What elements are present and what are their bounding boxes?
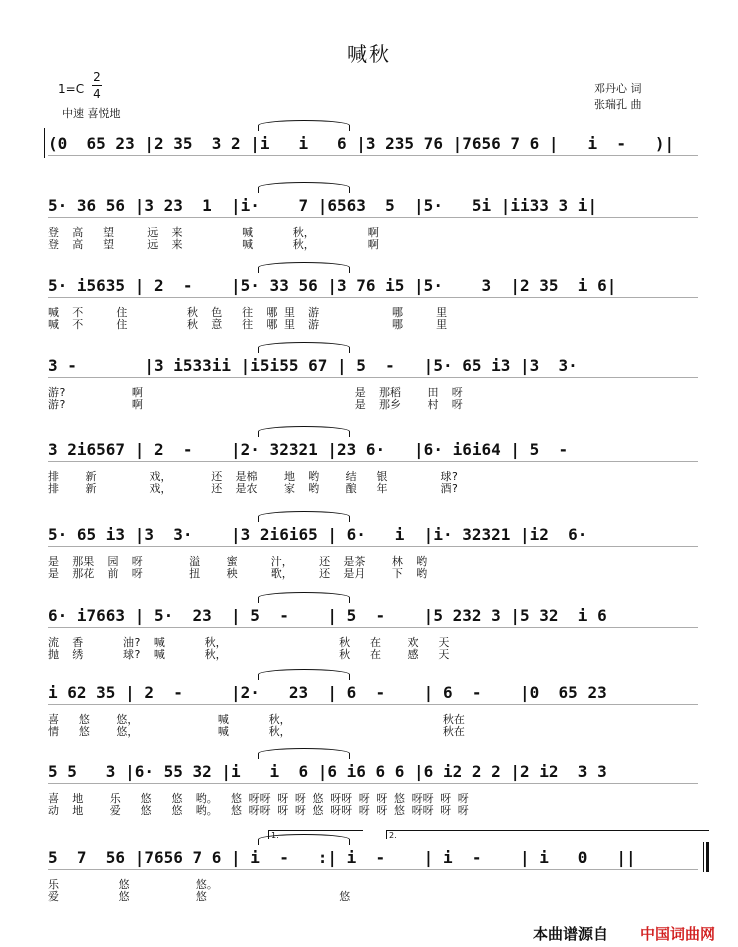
lyrics-verse-2: 情 悠 悠， 喊 秋， 秋在 (48, 725, 465, 738)
notation-line: 5· 36 56 |3 23 1 |i· 7 |6563 5 |5· 5i |ii33 3 i| (48, 196, 598, 215)
lyrics-verse-2: 游? 啊 是 那乡 村 呀 (48, 398, 463, 411)
slur (258, 182, 350, 193)
beam-line (48, 217, 698, 218)
beam-line (48, 627, 698, 628)
notation-line: 5 5 3 |6· 55 32 |i i 6 |6 i6 6 6 |6 i2 2 2 |2 i2 3 3 (48, 762, 607, 781)
source-site-link[interactable]: 中国词曲网 (640, 925, 716, 943)
composer-credit: 张瑞孔 曲 (594, 98, 642, 111)
slur (258, 426, 350, 437)
slur (258, 342, 350, 353)
notation-line: 3 2i6567 | 2 - |2· 32321 |23 6· |6· i6i64 | 5 - (48, 440, 607, 459)
notation-line: 6· i7663 | 5· 23 | 5 - | 5 - |5 232 3 |5 32 i 6 (48, 606, 607, 625)
system-start-bar (44, 128, 45, 158)
tempo-marking: 中速 喜悦地 (62, 107, 121, 120)
time-signature-bottom: 4 (93, 87, 101, 101)
notation-line: 3 - |3 i533ii |i5i55 67 | 5 - |5· 65 i3 |3 3· (48, 356, 607, 375)
notation-line: 5· i5635 | 2 - |5· 33 56 |3 76 i5 |5· 3 |2 35 i 6| (48, 276, 617, 295)
lyrics-verse-1: 排 新 戏， 还 是棉 地 哟 结 银 球? (48, 470, 459, 483)
lyrics-verse-2: 动 地 爱 悠 悠 哟。 悠 呀呀 呀 呀 悠 呀呀 呀 呀 悠 呀呀 呀 呀 (48, 804, 469, 817)
slur (258, 669, 350, 680)
source-label: 本曲谱源自 (533, 925, 609, 943)
lyrics-verse-1: 喜 悠 悠， 喊 秋， 秋在 (48, 713, 465, 726)
slur (258, 511, 350, 522)
lyricist-credit: 邓丹心 词 (594, 82, 642, 95)
final-bar-thin (703, 842, 704, 872)
slur (258, 592, 350, 603)
beam-line (48, 461, 698, 462)
lyrics-verse-1: 是 那果 园 呀 溢 蜜 汁， 还 是茶 林 哟 (48, 555, 428, 568)
beam-line (48, 869, 698, 870)
volta-second-ending: 2. (386, 830, 709, 839)
slur (258, 748, 350, 759)
lyrics-verse-2: 排 新 戏， 还 是农 家 哟 酿 年 酒? (48, 482, 459, 495)
beam-line (48, 783, 698, 784)
song-title: 喊秋 (347, 42, 391, 66)
lyrics-verse-1: 流 香 油? 喊 秋， 秋 在 欢 天 (48, 636, 450, 649)
volta-first-ending: 1. (268, 830, 363, 839)
time-signature (92, 70, 102, 101)
notation-line: 5· 65 i3 |3 3· |3 2i6i65 | 6· i |i· 32321 |i2 6· (48, 525, 617, 544)
beam-line (48, 155, 698, 156)
lyrics-verse-1: 登 高 望 远 来 喊 秋， 啊 (48, 226, 379, 239)
lyrics-verse-2: 抛 绣 球? 喊 秋， 秋 在 感 天 (48, 648, 450, 661)
slur (258, 120, 350, 131)
lyrics-verse-2: 登 高 望 远 来 喊 秋， 啊 (48, 238, 379, 251)
lyrics-verse-2: 喊 不 住 秋 意 往 哪 里 游 哪 里 (48, 318, 448, 331)
lyrics-verse-2: 爱 悠 悠 悠 (48, 890, 351, 903)
beam-line (48, 704, 698, 705)
lyrics-verse-2: 是 那花 前 呀 扭 秧 歌， 还 是月 下 哟 (48, 567, 428, 580)
lyrics-verse-1: 乐 悠 悠。 (48, 878, 218, 891)
final-bar-thick (706, 842, 709, 872)
slur (258, 262, 350, 273)
lyrics-verse-1: 游? 啊 是 那稻 田 呀 (48, 386, 463, 399)
notation-line: (0 65 23 |2 35 3 2 |i i 6 |3 235 76 |7656 7 6 | i - )| (48, 134, 675, 153)
beam-line (48, 297, 698, 298)
key-signature: 1=C (58, 82, 85, 96)
time-signature-top: 2 (93, 70, 101, 84)
notation-line: i 62 35 | 2 - |2· 23 | 6 - | 6 - |0 65 23 (48, 683, 617, 702)
beam-line (48, 377, 698, 378)
lyrics-verse-1: 喜 地 乐 悠 悠 哟。 悠 呀呀 呀 呀 悠 呀呀 呀 呀 悠 呀呀 呀 呀 (48, 792, 469, 805)
notation-line: 5 7 56 |7656 7 6 | i - :| i - | i - | i 0 || (48, 848, 636, 867)
beam-line (48, 546, 698, 547)
lyrics-verse-1: 喊 不 住 秋 色 往 哪 里 游 哪 里 (48, 306, 448, 319)
